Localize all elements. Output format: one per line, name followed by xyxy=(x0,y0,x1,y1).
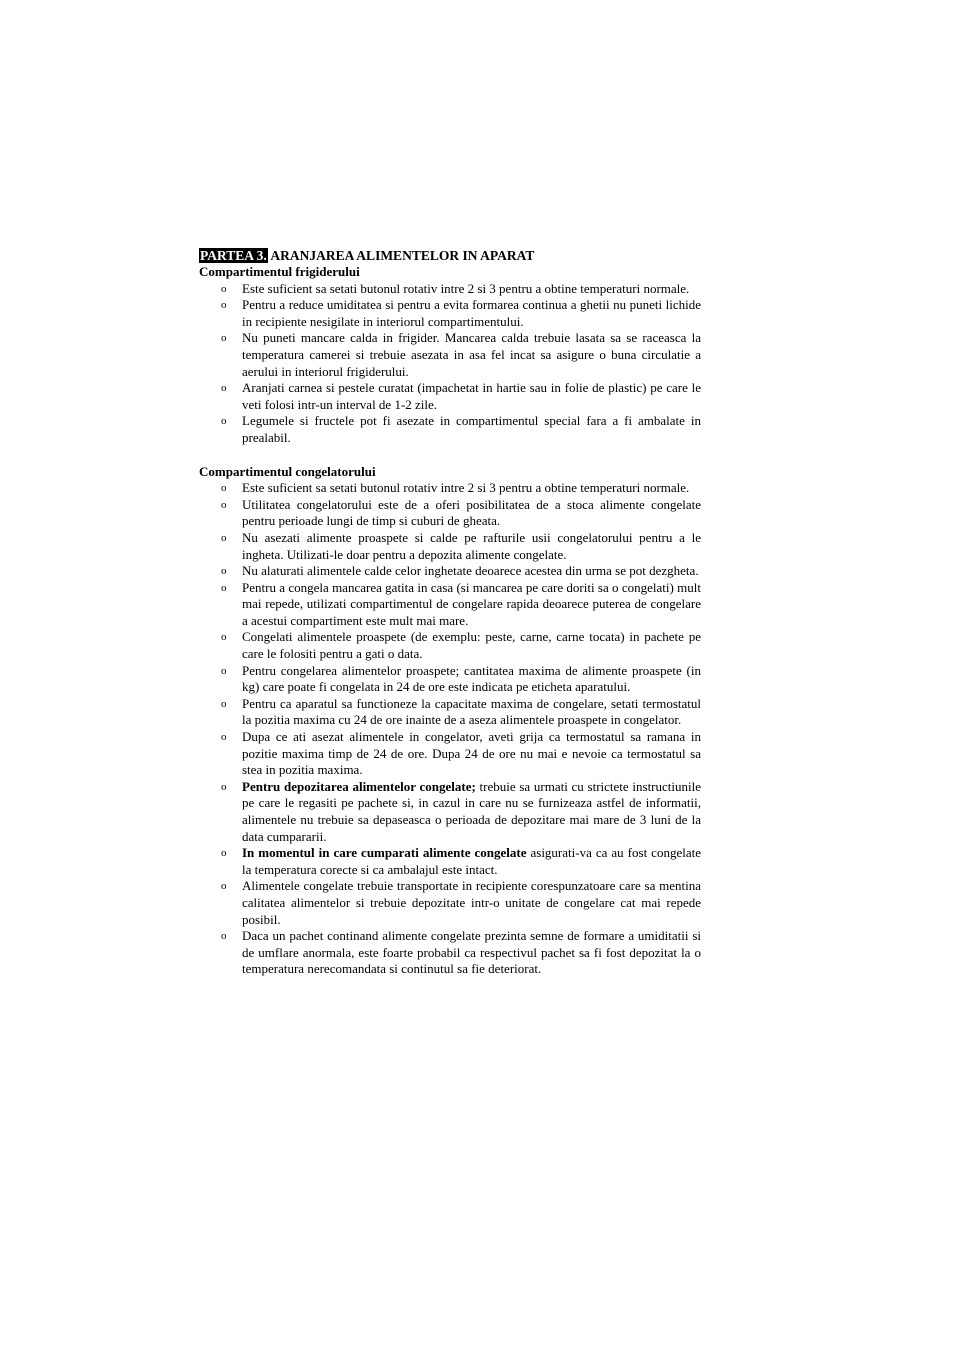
list-item xyxy=(199,779,701,845)
list-item-text: Nu alaturati alimentele calde celor inghetate deoarece acestea din urma se pot dezgheta. xyxy=(242,563,699,579)
part-title: ARANJAREA ALIMENTELOR IN APARAT xyxy=(267,248,535,263)
circle-bullet-icon: o xyxy=(221,498,227,511)
list-item-lead: Pentru depozitarea alimentelor congelate; xyxy=(242,778,476,794)
circle-bullet-icon: o xyxy=(221,847,227,860)
list-item xyxy=(199,629,701,662)
list-item xyxy=(199,928,701,978)
list-item xyxy=(199,297,701,330)
circle-bullet-icon: o xyxy=(221,697,227,710)
circle-bullet-icon: o xyxy=(221,531,227,544)
list-item xyxy=(199,696,701,729)
bullet-list xyxy=(199,281,701,447)
list-item xyxy=(199,380,701,413)
list-item-text: Aranjati carnea si pestele curatat (impachetat in hartie sau in folie de plastic) pe care le veti folosi intr-un interval de 1-2 zile. xyxy=(242,380,701,412)
list-item-text: Dupa ce ati asezat alimentele in congelator, aveti grija ca termostatul sa ramana in pozitie maxima timp de 24 de ore. Dupa 24 de ore nu mai e nevoie ca termostatul sa stea in pozitia maxima. xyxy=(242,729,701,778)
list-item-text: asigurati-va ca au fost congelate la temperatura corecte si ca ambalajul este intact. xyxy=(242,845,701,877)
list-item-text: Pentru congelarea alimentelor proaspete; cantitatea maxima de alimente proaspete (in kg) care poate fi congelata in 24 de ore este indicata pe eticheta aparatului. xyxy=(242,662,701,695)
list-item xyxy=(199,663,701,696)
list-item xyxy=(199,413,701,446)
part-title-line xyxy=(199,247,701,264)
section xyxy=(199,447,701,978)
circle-bullet-icon: o xyxy=(221,382,227,395)
circle-bullet-icon: o xyxy=(221,415,227,428)
list-item xyxy=(199,580,701,630)
list-item-text: Este suficient sa setati butonul rotativ intre 2 si 3 pentru a obtine temperaturi normale. xyxy=(242,280,690,296)
bullet-list xyxy=(199,480,701,978)
list-item xyxy=(199,480,701,497)
list-item xyxy=(199,330,701,380)
circle-bullet-icon: o xyxy=(221,664,227,677)
document-page xyxy=(199,247,701,978)
circle-bullet-icon: o xyxy=(221,631,227,644)
circle-bullet-icon: o xyxy=(221,282,227,295)
list-item-text: Nu puneti mancare calda in frigider. Mancarea calda trebuie lasata sa se raceasca la temperatura camerei si trebuie asezata in asa fel incat sa asigure o buna circulatie a aerului in interiorul frigiderului. xyxy=(242,330,701,379)
circle-bullet-icon: o xyxy=(221,332,227,345)
list-item-text: Congelati alimentele proaspete (de exemplu: peste, carne, carne tocata) in pachete pe care le folositi pentru a gati o data. xyxy=(242,629,701,662)
list-item xyxy=(199,729,701,779)
list-item-text: trebuie sa urmati cu strictete instructiunile pe care le regasiti pe pachete si, in cazul in care nu se furnizeaza astfel de informatii, alimentele nu trebuie sa depaseasca o perioada de depozitare mai mare de 3 luni de la data cumpararii. xyxy=(242,778,702,844)
circle-bullet-icon: o xyxy=(221,482,227,495)
circle-bullet-icon: o xyxy=(221,880,227,893)
sections-container xyxy=(199,264,701,978)
list-item-text: Pentru a reduce umiditatea si pentru a evita formarea continua a ghetii nu puneti lichide in recipiente nesigilate in interiorul compartimentului. xyxy=(242,297,701,329)
section xyxy=(199,264,701,447)
circle-bullet-icon: o xyxy=(221,299,227,312)
list-item xyxy=(199,563,701,580)
section-heading: Compartimentul congelatorului xyxy=(199,463,376,479)
circle-bullet-icon: o xyxy=(221,930,227,943)
list-item-text: Legumele si fructele pot fi asezate in compartimentul special fara a fi ambalate in prealabil. xyxy=(242,413,701,445)
list-item-text: Pentru ca aparatul sa functioneze la capacitate maxima de congelare, setati termostatul la pozitia maxima cu 24 de ore inainte de a aseza alimentele proaspete in congelator. xyxy=(242,695,701,728)
list-item-text: Utilitatea congelatorului este de a oferi posibilitatea de a stoca alimente congelate pentru perioade lungi de timp si cuburi de gheata. xyxy=(242,496,701,529)
list-item-text: Daca un pachet continand alimente congelate prezinta semne de formare a umiditatii si de umflare anormala, este foarte probabil ca respectivul pachet sa fi fost depozitat la o temperatura nerecomandata si continutul sa fie deteriorat. xyxy=(242,928,701,977)
list-item xyxy=(199,281,701,298)
list-item xyxy=(199,530,701,563)
list-item xyxy=(199,878,701,928)
circle-bullet-icon: o xyxy=(221,731,227,744)
section-heading: Compartimentul frigiderului xyxy=(199,264,360,279)
section-spacer xyxy=(199,447,701,464)
list-item-text: Pentru a congela mancarea gatita in casa (si mancarea pe care doriti sa o congelati) mult mai repede, utilizati compartimentul de congelare rapida deoarece puterea de congelare a acestui compartiment este mult mai mare. xyxy=(242,579,701,628)
list-item xyxy=(199,497,701,530)
list-item-text: Este suficient sa setati butonul rotativ intre 2 si 3 pentru a obtine temperaturi normale. xyxy=(242,480,690,496)
list-item-lead: In momentul in care cumparati alimente congelate xyxy=(242,845,527,861)
circle-bullet-icon: o xyxy=(221,780,227,793)
circle-bullet-icon: o xyxy=(221,565,227,578)
part-label: PARTEA 3. xyxy=(200,248,267,263)
list-item xyxy=(199,845,701,878)
circle-bullet-icon: o xyxy=(221,581,227,594)
list-item-text: Nu asezati alimente proaspete si calde pe rafturile usii congelatorului pentru a le ingheta. Utilizati-le doar pentru a depozita alimente congelate. xyxy=(242,529,701,562)
list-item-text: Alimentele congelate trebuie transportate in recipiente corespunzatoare care sa mentina calitatea alimentelor si trebuie depozitate intr-o unitate de congelare cat mai repede posibil. xyxy=(242,878,701,927)
